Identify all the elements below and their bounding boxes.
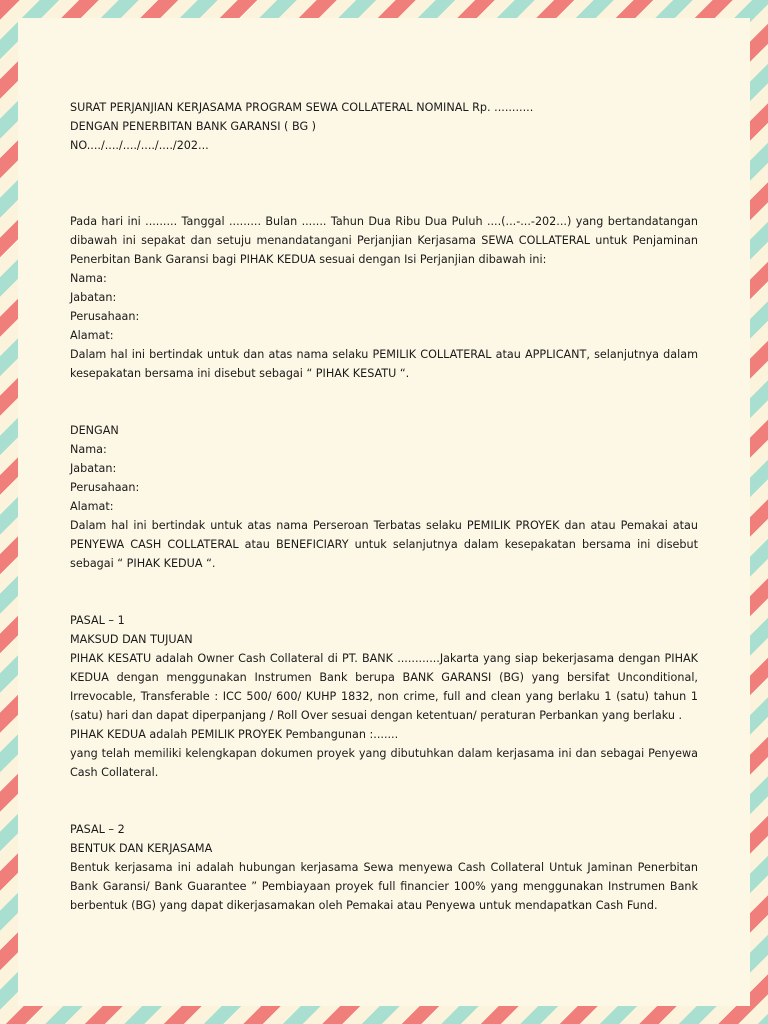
- first-party-company-field: Perusahaan:: [70, 310, 140, 323]
- pasal-2-paragraph-1: Bentuk kerjasama ini adalah hubungan kerjasama Sewa menyewa Cash Collateral Untuk Jaminan Penerbitan Bank Garansi/ Bank Guarantee ” Pembiayaan proyek full financier 100% yang menggunakan Instrumen Bank berbentuk (BG) yang dapat dikerjasamakan oleh Pemakai atau Penyewa untuk mendapatkan Cash Fund.: [70, 861, 698, 912]
- opening-paragraph: Pada hari ini ......... Tanggal ......... Bulan ....... Tahun Dua Ribu Dua Puluh ....(...-...-202...) yang bertandatangan dibawah ini sepakat dan setuju menandatangani Perjanjian Kerjasama SEWA COLLATERAL untuk Penjaminan Penerbitan Bank Garansi bagi PIHAK KEDUA sesuai dengan Isi Perjanjian dibawah ini:: [70, 215, 698, 266]
- first-party-position-field: Jabatan:: [70, 291, 117, 304]
- second-party-company-field: Perusahaan:: [70, 481, 140, 494]
- document-title: SURAT PERJANJIAN KERJASAMA PROGRAM SEWA COLLATERAL NOMINAL Rp. ...........: [70, 101, 534, 114]
- second-party-name-field: Nama:: [70, 443, 107, 456]
- document-body: [70, 98, 698, 915]
- first-party-address-field: Alamat:: [70, 329, 114, 342]
- document-subtitle: DENGAN PENERBITAN BANK GARANSI ( BG ): [70, 120, 317, 133]
- document-number: NO..../..../..../..../..../202...: [70, 139, 209, 152]
- pasal-1-title: MAKSUD DAN TUJUAN: [70, 633, 193, 646]
- pasal-2-number: PASAL – 2: [70, 823, 125, 836]
- pasal-1-paragraph-1: PIHAK KESATU adalah Owner Cash Collateral di PT. BANK ............Jakarta yang siap bekerjasama dengan PIHAK KEDUA dengan menggunakan Instrumen Bank berupa BANK GARANSI (BG) yang bersifat Unconditional, Irrevocable, Transferable : ICC 500/ 600/ KUHP 1832, non crime, full and clean yang berlaku 1 (satu) tahun 1 (satu) hari dan dapat diperpanjang / Roll Over sesuai dengan ketentuan/ peraturan Perbankan yang berlaku .: [70, 652, 698, 722]
- pasal-1-paragraph-2: PIHAK KEDUA adalah PEMILIK PROYEK Pembangunan :.......: [70, 728, 399, 741]
- pasal-1-paragraph-3: yang telah memiliki kelengkapan dokumen proyek yang dibutuhkan dalam kerjasama ini dan sebagai Penyewa Cash Collateral.: [70, 747, 698, 779]
- second-party-address-field: Alamat:: [70, 500, 114, 513]
- pasal-1-number: PASAL – 1: [70, 614, 125, 627]
- second-party-heading: DENGAN: [70, 424, 119, 437]
- second-party-position-field: Jabatan:: [70, 462, 117, 475]
- pasal-2-title: BENTUK DAN KERJASAMA: [70, 842, 213, 855]
- first-party-name-field: Nama:: [70, 272, 107, 285]
- letter-paper: [18, 18, 750, 1006]
- first-party-statement: Dalam hal ini bertindak untuk dan atas nama selaku PEMILIK COLLATERAL atau APPLICANT, selanjutnya dalam kesepakatan bersama ini disebut sebagai “ PIHAK KESATU “.: [70, 348, 698, 380]
- second-party-statement: Dalam hal ini bertindak untuk atas nama Perseroan Terbatas selaku PEMILIK PROYEK dan atau Pemakai atau PENYEWA CASH COLLATERAL atau BENEFICIARY untuk selanjutnya dalam kesepakatan bersama ini disebut sebagai “ PIHAK KEDUA “.: [70, 519, 698, 570]
